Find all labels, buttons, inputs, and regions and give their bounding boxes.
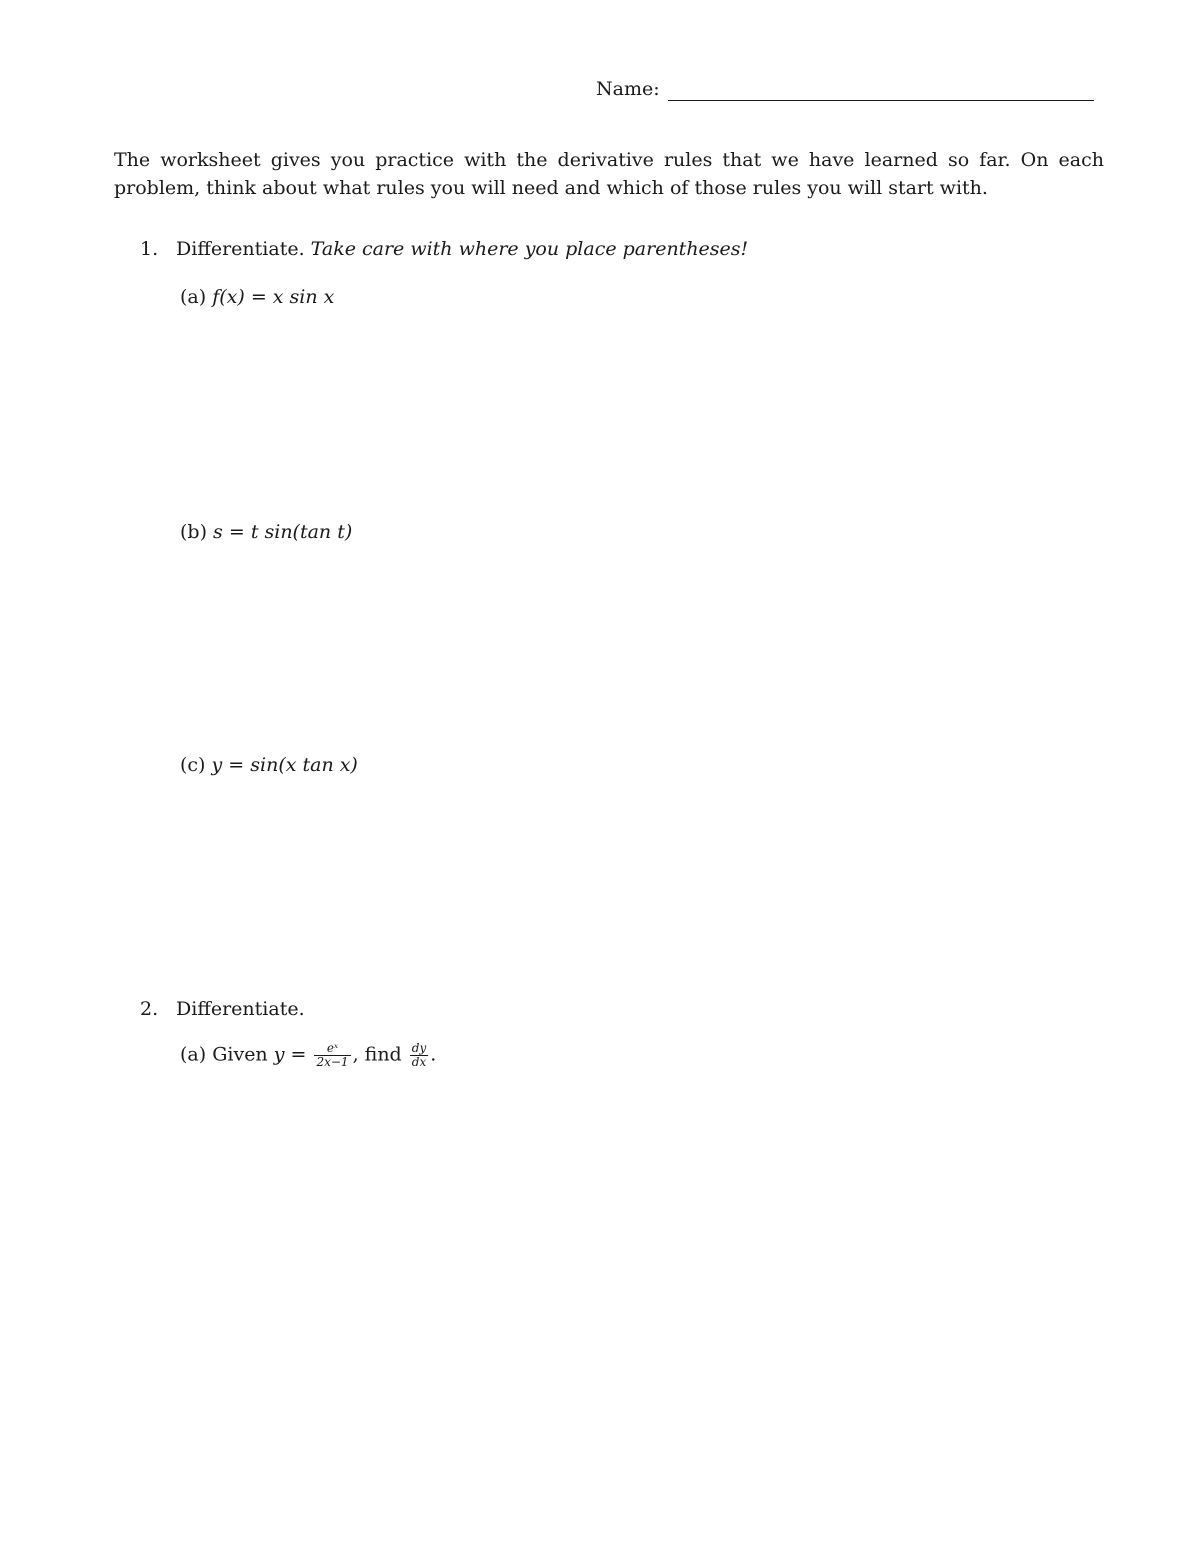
- derivative-denominator: dx: [411, 1055, 427, 1069]
- derivative-fraction: [410, 1042, 428, 1069]
- math-lhs: s: [213, 521, 223, 543]
- math-lhs: f(x): [212, 286, 245, 308]
- problem-1a: [180, 286, 334, 308]
- name-blank-line[interactable]: [668, 100, 1094, 101]
- name-label: Name:: [596, 78, 660, 100]
- problem-1c: [180, 754, 358, 776]
- problem-instruction: Differentiate.: [176, 238, 305, 260]
- fraction-numerator: eˣ: [314, 1042, 350, 1056]
- problem-instruction: Differentiate.: [176, 998, 305, 1020]
- problem-1-heading: [140, 238, 748, 260]
- find-text: , find: [352, 1043, 402, 1066]
- math-var: y: [273, 1043, 285, 1066]
- math-lhs: y: [211, 754, 223, 776]
- math-equals: =: [284, 1043, 313, 1066]
- math-equals: =: [222, 754, 251, 776]
- part-label: (c): [180, 754, 206, 776]
- math-equals: =: [222, 521, 251, 543]
- part-label: (a): [180, 1043, 207, 1066]
- intro-line-2: problem, think about what rules you will need and which of those rules you will start with.: [114, 177, 988, 199]
- intro-paragraph: [114, 146, 1104, 202]
- math-rhs: t sin(tan t): [250, 521, 353, 543]
- problem-number: 2.: [140, 998, 159, 1020]
- derivative-numerator: dy: [411, 1041, 427, 1055]
- math-rhs: sin(x tan x): [250, 754, 358, 776]
- part-label: (a): [180, 286, 207, 308]
- given-text: Given: [212, 1043, 268, 1066]
- math-equals: =: [244, 286, 273, 308]
- fraction-denominator: 2x−1: [316, 1055, 349, 1069]
- intro-line-1: The worksheet gives you practice with the derivative rules that we have learned so far. On each: [114, 149, 1104, 171]
- problem-2-heading: [140, 998, 305, 1020]
- problem-1b: [180, 521, 352, 543]
- problem-note: Take care with where you place parentheses!: [310, 238, 749, 260]
- problem-2a: [180, 1042, 436, 1069]
- math-fraction: [314, 1042, 350, 1069]
- math-rhs: x sin x: [272, 286, 335, 308]
- problem-number: 1.: [140, 238, 159, 260]
- end-punct: .: [430, 1043, 437, 1066]
- part-label: (b): [180, 521, 207, 543]
